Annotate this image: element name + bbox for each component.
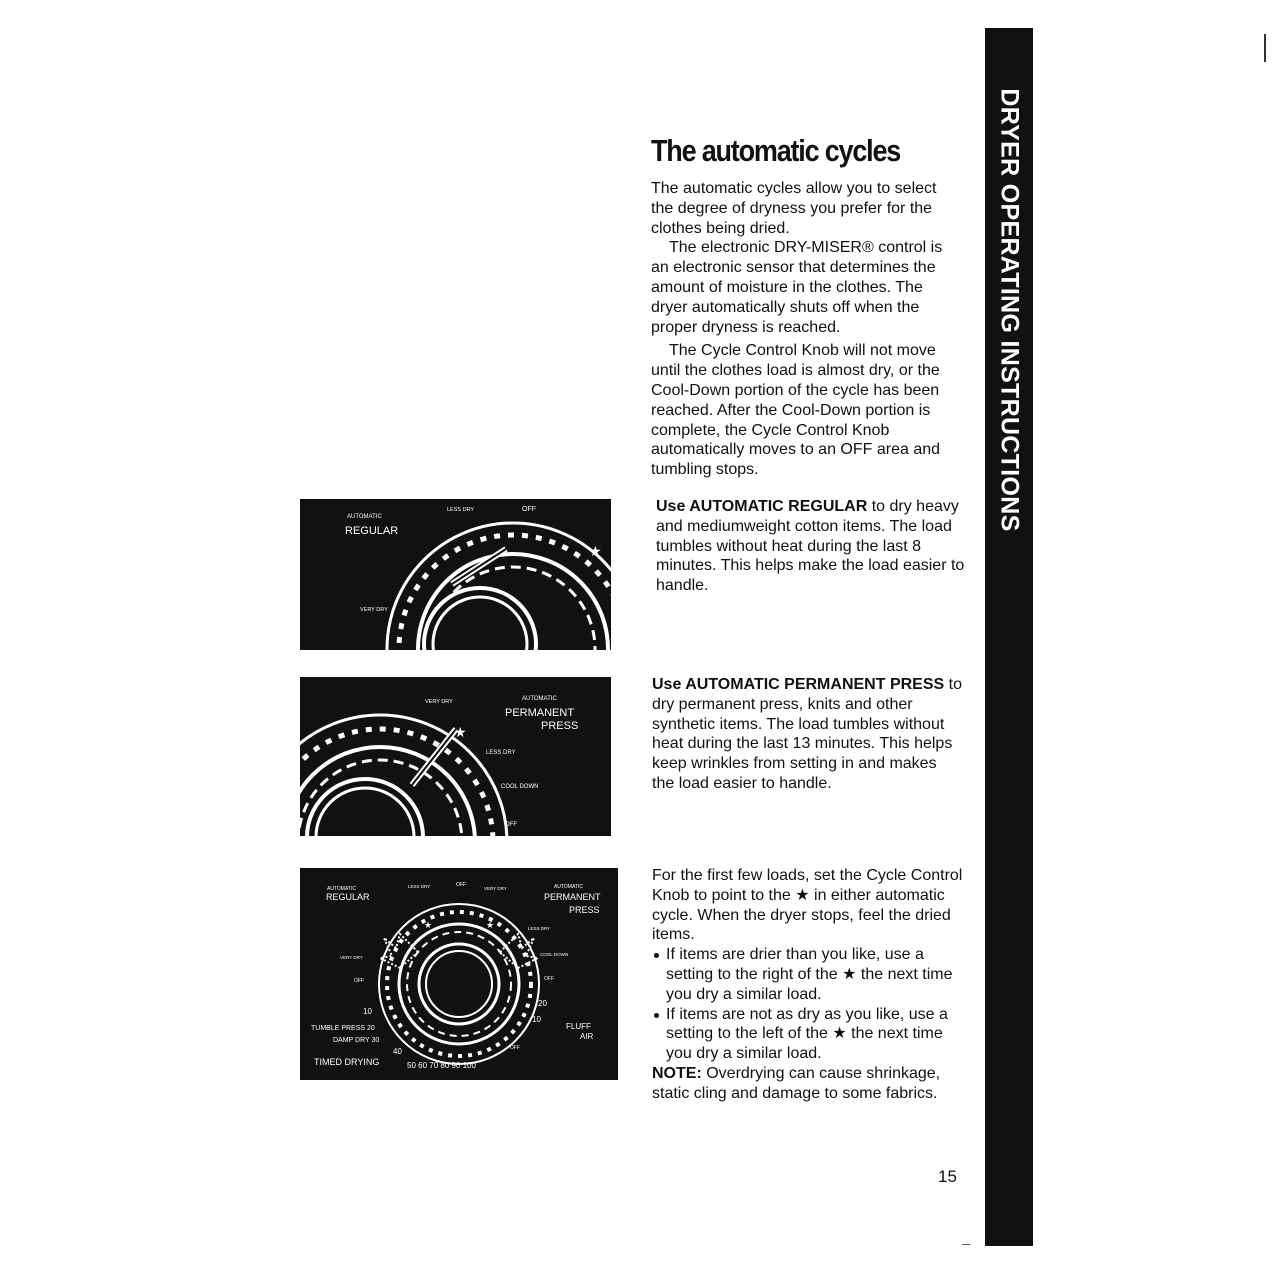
- permanent-less-dry: LESS DRY: [486, 750, 516, 756]
- panel-automatic-regular: [300, 499, 611, 650]
- regular-knob-pointer-center: [452, 549, 506, 584]
- full-tumble-press: TUMBLE PRESS 20: [311, 1025, 375, 1032]
- regular-star-icon: ★: [589, 544, 602, 560]
- bottom-mark: [962, 1244, 970, 1245]
- full-n10-right: 10: [532, 1015, 541, 1024]
- margin-mark: [1264, 34, 1266, 62]
- full-very-dry-left: VERY DRY: [340, 955, 363, 960]
- permanent-dial-illustration: [300, 677, 611, 836]
- full-off-top: OFF: [456, 882, 466, 888]
- permanent-label-big2: PRESS: [541, 720, 579, 732]
- full-dial-illustration: [300, 868, 618, 1080]
- page-title: The automatic cycles: [651, 134, 901, 168]
- intro-paragraph-2: The electronic DRY-MISER® control is an electronic sensor that determines the amount of moisture in the clothes. The dryer automatically shuts off when the proper dryness is reached.: [651, 239, 943, 336]
- full-perm-small: AUTOMATIC: [554, 884, 583, 890]
- full-knob-inner: [426, 951, 492, 1017]
- regular-lead: Use AUTOMATIC REGULAR: [656, 498, 868, 515]
- full-n20-right: 20: [538, 999, 547, 1008]
- intro-text: [651, 179, 963, 480]
- full-perm-big1: PERMANENT: [544, 892, 601, 902]
- regular-label-small: AUTOMATIC: [347, 514, 382, 520]
- regular-less-dry: LESS DRY: [447, 507, 475, 513]
- regular-section: [656, 497, 972, 596]
- permanent-label-small: AUTOMATIC: [522, 696, 557, 702]
- full-perm-big2: PRESS: [569, 905, 600, 915]
- permanent-text: to dry permanent press, knits and other synthetic items. The load tumbles without heat during the last 13 minutes. This helps keep wrinkles from setting in and makes the load easier to handle.: [652, 676, 962, 792]
- full-timed-drying: TIMED DRYING: [314, 1057, 380, 1067]
- permanent-section: [652, 675, 962, 794]
- permanent-cool-down: COOL DOWN: [501, 784, 539, 790]
- full-star-left-icon: ★: [424, 921, 433, 931]
- permanent-label-big1: PERMANENT: [505, 707, 575, 719]
- bullet-item-drier: If items are drier than you like, use a setting to the right of the ★ the next time you dry a similar load.: [652, 945, 964, 1004]
- regular-label-big: REGULAR: [345, 525, 399, 537]
- full-damp-dry: DAMP DRY 30: [333, 1037, 380, 1044]
- full-off-right: OFF: [544, 976, 554, 982]
- full-regular-big: REGULAR: [326, 892, 370, 902]
- permanent-star-icon: ★: [454, 725, 467, 741]
- full-off-left: OFF: [354, 978, 364, 984]
- regular-very-dry: VERY DRY: [360, 607, 388, 613]
- panel-full-control: [300, 868, 618, 1080]
- note-label: NOTE:: [652, 1064, 702, 1082]
- full-n10-left: 10: [363, 1007, 372, 1016]
- full-fluff: FLUFF: [566, 1022, 591, 1031]
- full-less-dry: LESS DRY: [408, 884, 431, 889]
- full-off-bottom: OFF: [510, 1045, 520, 1051]
- regular-off: OFF: [522, 506, 536, 513]
- intro-paragraph-3: The Cycle Control Knob will not move until the clothes load is almost dry, or the Cool-Down portion of the cycle has been reached. After the Cool-Down portion is complete, the Cycle Control Knob automatically moves to an OFF area and tumbling stops.: [651, 342, 941, 479]
- full-scale: 50 60 70 80 90 100: [407, 1061, 476, 1070]
- first-loads-paragraph: For the first few loads, set the Cycle Control Knob to point to the ★ in either automatic cycle. When the dryer stops, feel the dried items.: [652, 867, 963, 944]
- full-air: AIR: [580, 1032, 594, 1041]
- note-text: Overdrying can cause shrinkage, static cling and damage to some fabrics.: [652, 1064, 941, 1102]
- regular-dial-illustration: [300, 499, 611, 650]
- first-loads-section: [652, 866, 964, 1104]
- first-loads-bullets: [652, 945, 964, 1064]
- regular-paragraph: [656, 497, 972, 596]
- regular-text: to dry heavy and mediumweight cotton items. The load tumbles without heat during the last 8 minutes. This helps make the load easier to handle.: [656, 498, 965, 595]
- bullet-item-not-dry: If items are not as dry as you like, use a setting to the left of the ★ the next time you dry a similar load.: [652, 1005, 964, 1064]
- permanent-lead: Use AUTOMATIC PERMANENT PRESS: [652, 676, 945, 693]
- permanent-off: OFF: [505, 822, 517, 828]
- full-star-right-icon: ★: [486, 921, 495, 931]
- page-number: 15: [938, 1167, 957, 1186]
- panel-automatic-permanent-press: [300, 677, 611, 836]
- permanent-very-dry: VERY DRY: [425, 699, 453, 705]
- intro-paragraph-1: The automatic cycles allow you to select the degree of dryness you prefer for the clothes being dried.: [651, 180, 937, 237]
- permanent-paragraph: [652, 675, 962, 794]
- sidebar-tab-text: DRYER OPERATING INSTRUCTIONS: [995, 88, 1024, 532]
- full-regular-small: AUTOMATIC: [327, 886, 356, 892]
- full-n40: 40: [393, 1047, 402, 1056]
- full-less-dry-right: LESS DRY: [528, 926, 551, 931]
- note-paragraph: [652, 1064, 964, 1104]
- full-very-dry-top: VERY DRY: [484, 886, 507, 891]
- full-cool-down: COOL DOWN: [540, 952, 569, 957]
